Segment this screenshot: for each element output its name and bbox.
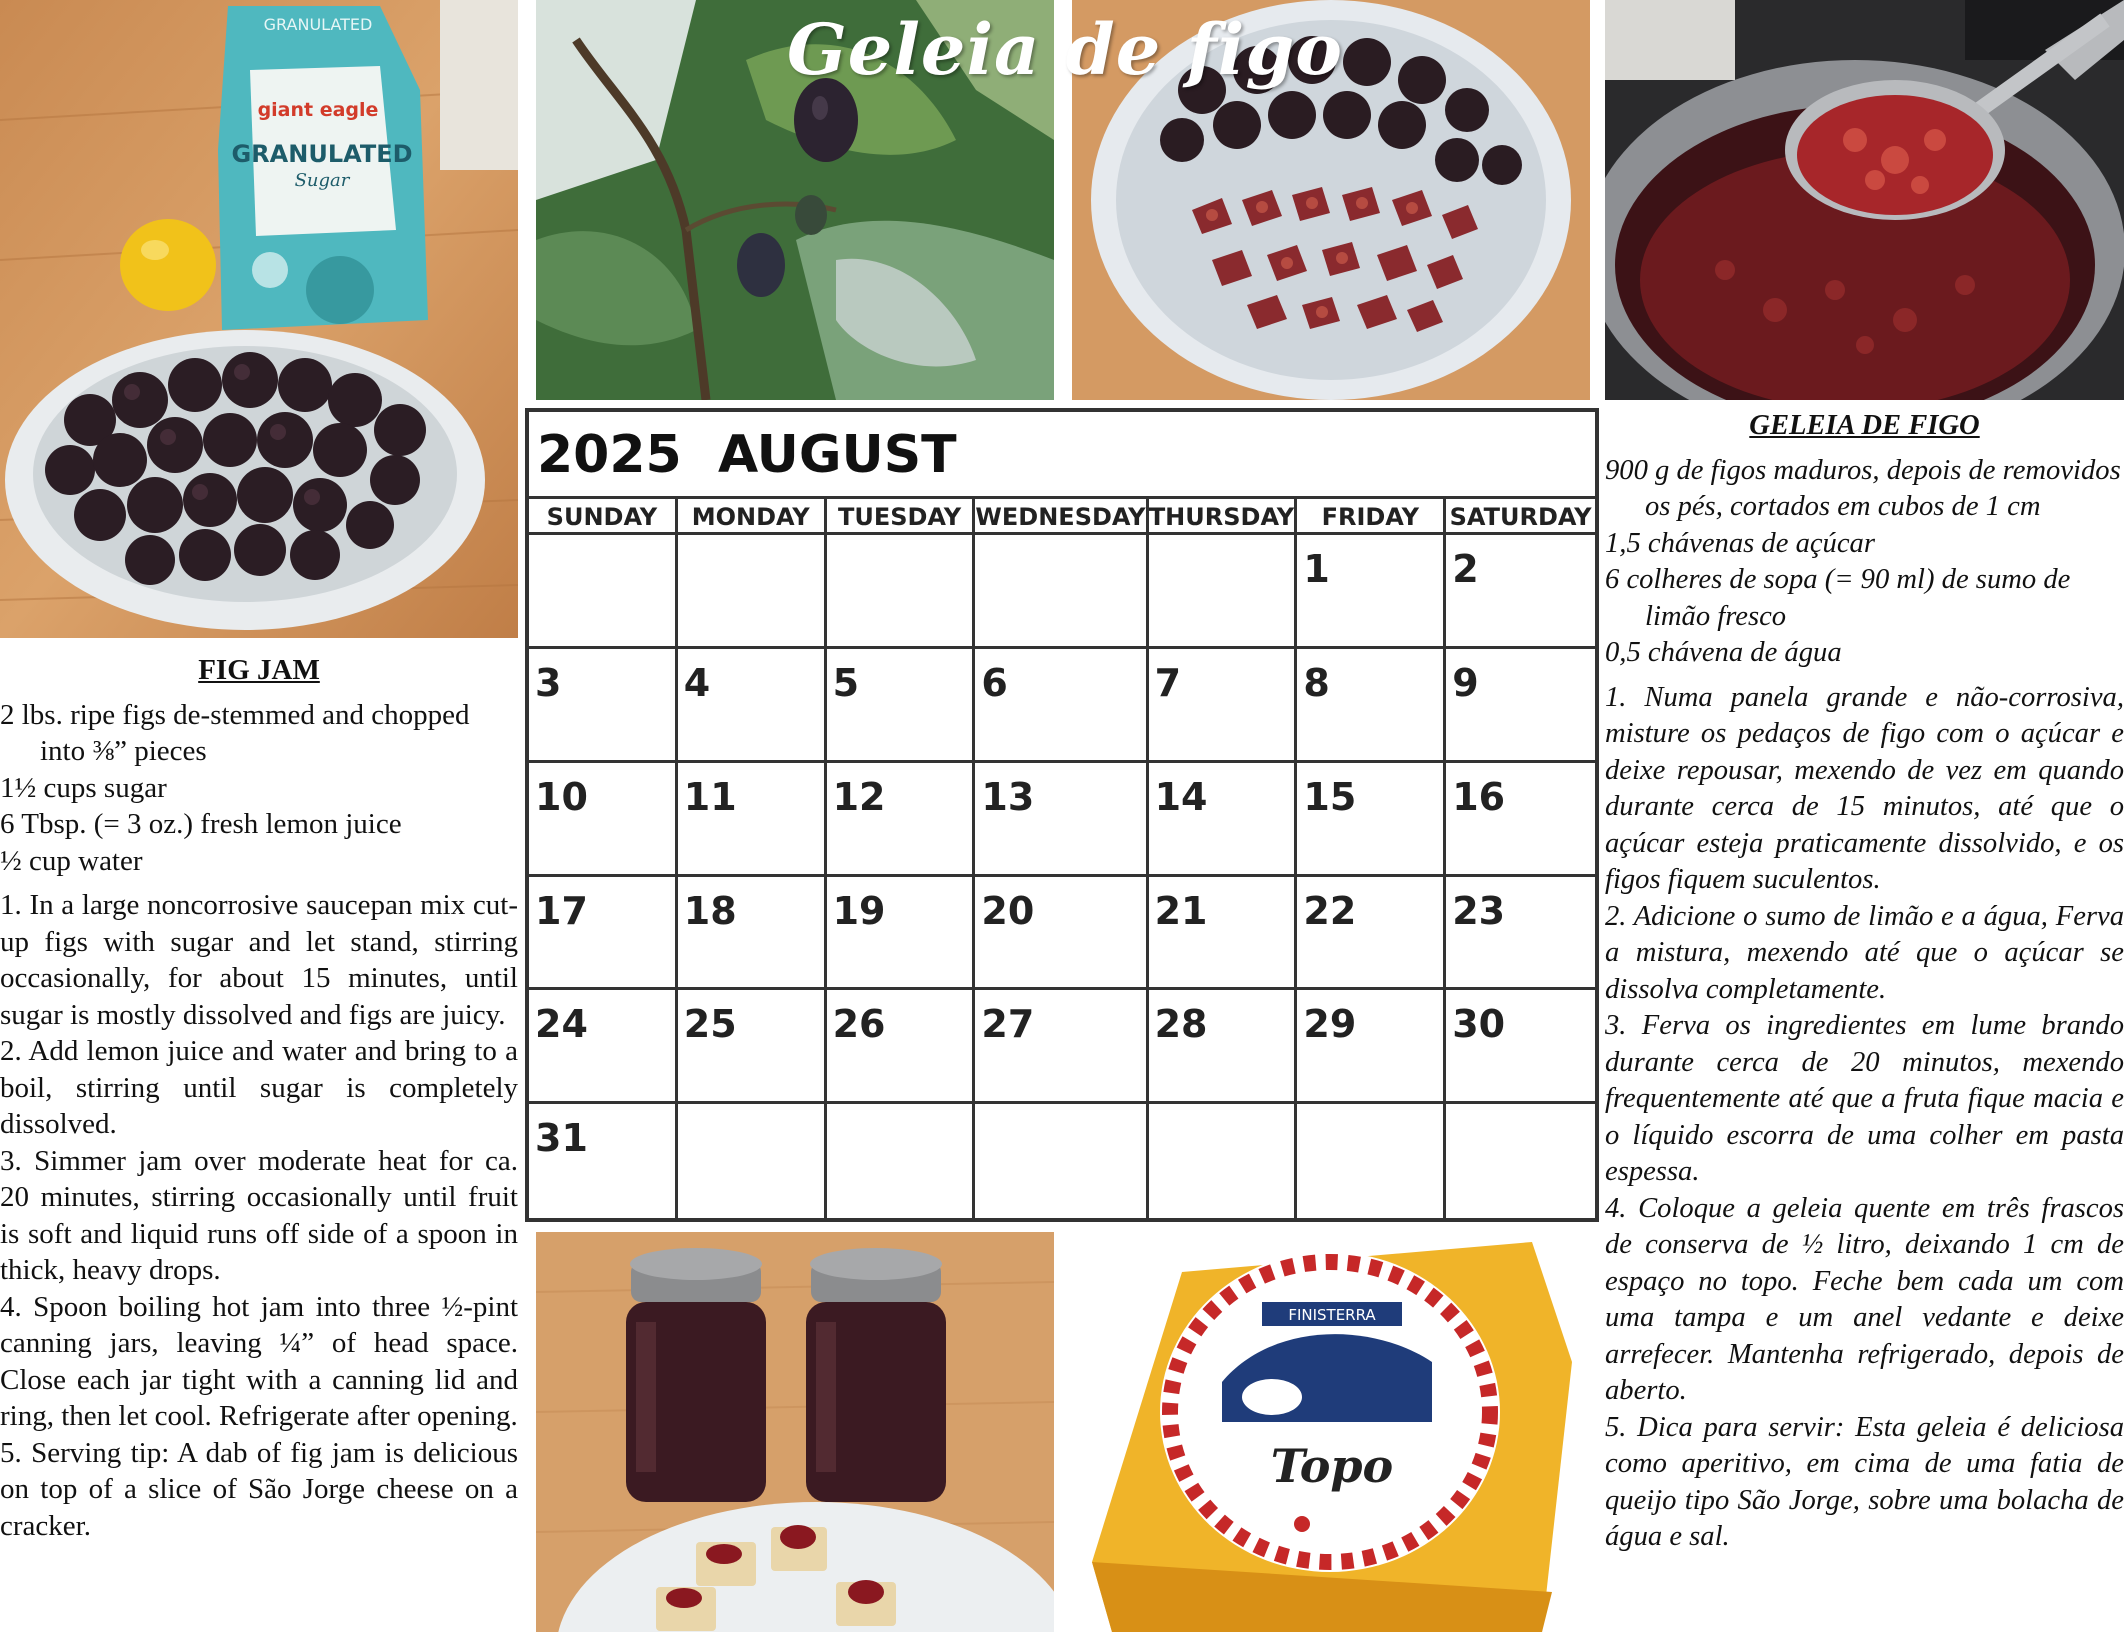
jar-left <box>626 1248 766 1502</box>
calendar-day-cell: 27 <box>975 990 1148 1104</box>
calendar-day-cell <box>529 535 678 649</box>
calendar-day-cell <box>827 535 976 649</box>
calendar-day-cell <box>678 1104 827 1218</box>
recipe-english <box>0 652 518 1544</box>
ingredient-item: 2 lbs. ripe figs de-stemmed and chopped into ⅜” pieces <box>0 698 470 767</box>
photo-jam-pot <box>1605 0 2124 400</box>
ingredient-item: 900 g de figos maduros, depois de removidos os pés, cortados em cubos de 1 cm <box>1605 454 2121 522</box>
recipe-portuguese <box>1605 408 2124 1556</box>
weekday-header: SUNDAY <box>529 499 678 535</box>
ingredient-item: ½ cup water <box>0 844 143 877</box>
calendar-day-cell: 12 <box>827 763 976 877</box>
recipe-step: 2. Add lemon juice and water and bring to a boil, stirring until sugar is completely dissolved. <box>0 1035 518 1140</box>
calendar-day-cell: 4 <box>678 649 827 763</box>
recipe-step: 5. Serving tip: A dab of fig jam is delicious on top of a slice of São Jorge cheese on a cracker. <box>0 1436 518 1542</box>
calendar-day-cell <box>1149 1104 1298 1218</box>
weekday-header: MONDAY <box>678 499 827 535</box>
svg-text:GRANULATED: GRANULATED <box>263 15 373 34</box>
calendar-day-cell: 2 <box>1446 535 1595 649</box>
calendar-day-cell: 9 <box>1446 649 1595 763</box>
calendar-day-cell: 7 <box>1149 649 1298 763</box>
photo-jars-crackers <box>536 1232 1054 1632</box>
calendar-day-cell: 22 <box>1297 877 1446 991</box>
jar-right <box>806 1248 946 1502</box>
recipe-step: 1. Numa panela grande e não-corrosiva, misture os pedaços de figo com o açúcar e deixe repousar, mexendo de vez em quando durante cerca de 15 minutos, até que o açúcar esteja praticamente dissolvido, e os figos fiquem suculentos. <box>1605 681 2124 895</box>
lemon <box>120 219 216 311</box>
calendar-day-cell <box>1446 1104 1595 1218</box>
weekday-header: WEDNESDAY <box>975 499 1148 535</box>
calendar-day-cell: 17 <box>529 877 678 991</box>
calendar-day-cell: 30 <box>1446 990 1595 1104</box>
ingredient-item: 6 colheres de sopa (= 90 ml) de sumo de limão fresco <box>1605 564 2071 632</box>
recipe-step: 4. Spoon boiling hot jam into three ½-pint canning jars, leaving ¼” of head space. Close each jar tight with a canning lid and ring, then let cool. Refrigerate after opening. <box>0 1290 518 1432</box>
calendar-day-cell: 31 <box>529 1104 678 1218</box>
calendar <box>525 408 1599 1222</box>
calendar-day-cell <box>1149 535 1298 649</box>
recipe-step: 5. Dica para servir: Esta geleia é deliciosa como aperitivo, em cima de uma fatia de queijo tipo São Jorge, sobre uma bolacha de água e sal. <box>1605 1411 2124 1552</box>
weekday-header: FRIDAY <box>1297 499 1446 535</box>
ingredient-item: 1½ cups sugar <box>0 771 167 804</box>
calendar-day-cell: 18 <box>678 877 827 991</box>
calendar-day-cell <box>1297 1104 1446 1218</box>
weekday-header: SATURDAY <box>1446 499 1595 535</box>
recipe-step: 2. Adicione o sumo de limão e a água, Ferva a mistura, mexendo até que o açúcar se dissolva completamente. <box>1605 900 2124 1005</box>
svg-text:GRANULATED: GRANULATED <box>231 140 413 168</box>
recipe-title: GELEIA DE FIGO <box>1749 410 1980 441</box>
calendar-grid <box>529 499 1595 1218</box>
calendar-day-cell: 16 <box>1446 763 1595 877</box>
calendar-day-cell <box>975 1104 1148 1218</box>
ingredient-item: 0,5 chávena de água <box>1605 637 1842 668</box>
calendar-day-cell: 10 <box>529 763 678 877</box>
ingredient-item: 1,5 chávenas de açúcar <box>1605 527 1875 559</box>
calendar-day-cell: 24 <box>529 990 678 1104</box>
svg-text:FINISTERRA: FINISTERRA <box>1288 1306 1376 1324</box>
photo-figs-sugar <box>0 0 518 638</box>
recipe-step: 1. In a large noncorrosive saucepan mix cut-up figs with sugar and let stand, stirring occasionally, for about 15 minutes, until sugar is mostly dissolved and figs are juicy. <box>0 889 518 1031</box>
calendar-day-cell: 15 <box>1297 763 1446 877</box>
ingredient-item: 6 Tbsp. (= 3 oz.) fresh lemon juice <box>0 808 402 840</box>
calendar-day-cell: 20 <box>975 877 1148 991</box>
calendar-day-cell: 26 <box>827 990 976 1104</box>
svg-text:Sugar: Sugar <box>294 170 350 191</box>
calendar-day-cell: 6 <box>975 649 1148 763</box>
calendar-day-cell: 21 <box>1149 877 1298 991</box>
calendar-header <box>529 412 1595 499</box>
recipe-step: 3. Simmer jam over moderate heat for ca. 20 minutes, stirring occasionally until fruit is soft and liquid runs off side of a spoon in thick, heavy drops. <box>0 1144 518 1286</box>
weekday-header: TUESDAY <box>827 499 976 535</box>
recipe-title: FIG JAM <box>198 654 320 686</box>
calendar-day-cell: 23 <box>1446 877 1595 991</box>
calendar-year: 2025 <box>537 425 682 485</box>
calendar-day-cell: 8 <box>1297 649 1446 763</box>
calendar-day-cell: 29 <box>1297 990 1446 1104</box>
calendar-day-cell: 19 <box>827 877 976 991</box>
sugar-bag <box>218 6 428 330</box>
page-title: Geleia de figo <box>787 8 1343 91</box>
calendar-day-cell <box>975 535 1148 649</box>
calendar-day-cell: 14 <box>1149 763 1298 877</box>
calendar-day-cell: 5 <box>827 649 976 763</box>
svg-text:giant eagle: giant eagle <box>257 99 379 121</box>
calendar-day-cell: 13 <box>975 763 1148 877</box>
recipe-step: 3. Ferva os ingredientes em lume brando durante cerca de 20 minutos, mexendo frequentemente até que a fruta fique macia e o líquido escorra de uma colher em pasta espessa. <box>1605 1010 2124 1187</box>
recipe-step: 4. Coloque a geleia quente em três frascos de conserva de ½ litro, deixando 1 cm de espaço no topo. Feche bem cada um com uma tampa e um anel vedante e deixe arrefecer. Mantenha refrigerado, depois de aberto. <box>1605 1192 2124 1406</box>
photo-cheese <box>1072 1232 1590 1632</box>
calendar-day-cell: 1 <box>1297 535 1446 649</box>
calendar-day-cell: 28 <box>1149 990 1298 1104</box>
calendar-day-cell: 11 <box>678 763 827 877</box>
weekday-header: THURSDAY <box>1149 499 1298 535</box>
calendar-month: AUGUST <box>717 425 957 485</box>
calendar-day-cell: 25 <box>678 990 827 1104</box>
calendar-day-cell <box>827 1104 976 1218</box>
svg-text:Topo: Topo <box>1270 1439 1394 1493</box>
calendar-day-cell <box>678 535 827 649</box>
calendar-day-cell: 3 <box>529 649 678 763</box>
